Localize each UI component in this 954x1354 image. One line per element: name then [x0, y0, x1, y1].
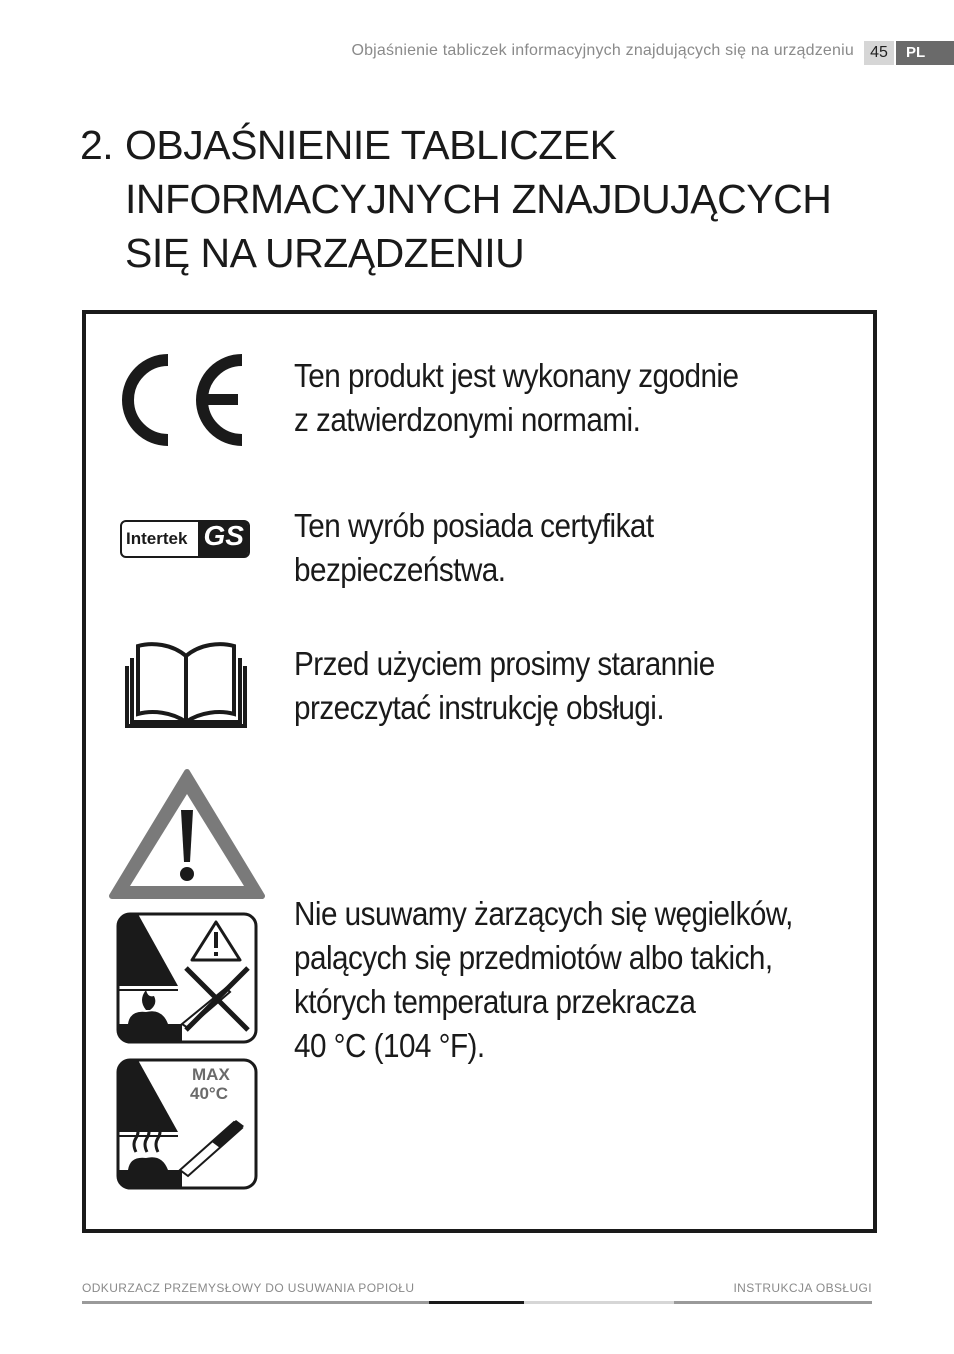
no-hot-ash-icon: [116, 912, 258, 1044]
footer-bar-3: [524, 1301, 674, 1304]
language-badge: PL: [896, 41, 954, 65]
symbols-box: [82, 310, 877, 1233]
warning-text-line-1: Nie usuwamy żarzących się węgielków,: [294, 895, 793, 932]
ce-description: [294, 354, 738, 442]
title-line-1: OBJAŚNIENIE TABLICZEK: [125, 122, 617, 168]
intertek-logo-text: Intertek: [126, 529, 188, 548]
warning-triangle-icon: [108, 766, 266, 900]
ce-mark-icon: [122, 354, 246, 446]
footer-manual-label: INSTRUKCJA OBSŁUGI: [733, 1281, 872, 1295]
manual-description: [294, 642, 715, 730]
title-line-2: INFORMACYJNYCH ZNAJDUJĄCYCH: [125, 176, 832, 222]
max-label: MAX: [192, 1065, 230, 1084]
gs-mark-text: GS: [203, 520, 244, 551]
running-header: Objaśnienie tabliczek informacyjnych znajdujących się na urządzeniu: [351, 42, 854, 59]
section-title: [80, 118, 831, 280]
title-line-3: SIĘ NA URZĄDZENIU: [125, 230, 525, 276]
footer-bar-4: [674, 1301, 872, 1304]
gs-description: [294, 504, 654, 592]
warning-text-line-4: 40 °C (104 °F).: [294, 1027, 485, 1064]
section-number: 2.: [80, 122, 114, 168]
footer-product-name: ODKURZACZ PRZEMYSŁOWY DO USUWANIA POPIOŁU: [82, 1281, 415, 1295]
read-manual-icon: [124, 638, 248, 728]
gs-text-line-2: bezpieczeństwa.: [294, 551, 506, 588]
temp-label: 40°C: [190, 1084, 228, 1103]
footer-bar-1: [82, 1301, 429, 1304]
max-temp-graphic-icon: [116, 1058, 258, 1190]
ce-text-line-2: z zatwierdzonymi normami.: [294, 401, 641, 438]
page-number: 45: [864, 41, 894, 65]
warning-text-line-3: których temperatura przekracza: [294, 983, 696, 1020]
max-temperature-pictogram: [116, 1058, 258, 1190]
manual-text-line-2: przeczytać instrukcję obsługi.: [294, 689, 665, 726]
intertek-gs-logo: [120, 520, 250, 558]
gs-text-line-1: Ten wyrób posiada certyfikat: [294, 507, 654, 544]
warning-description: [294, 892, 793, 1068]
ce-text-line-1: Ten produkt jest wykonany zgodnie: [294, 357, 739, 394]
warning-text-line-2: palących się przedmiotów albo takich,: [294, 939, 773, 976]
manual-text-line-1: Przed użyciem prosimy starannie: [294, 645, 715, 682]
footer-bar-2: [429, 1301, 524, 1304]
